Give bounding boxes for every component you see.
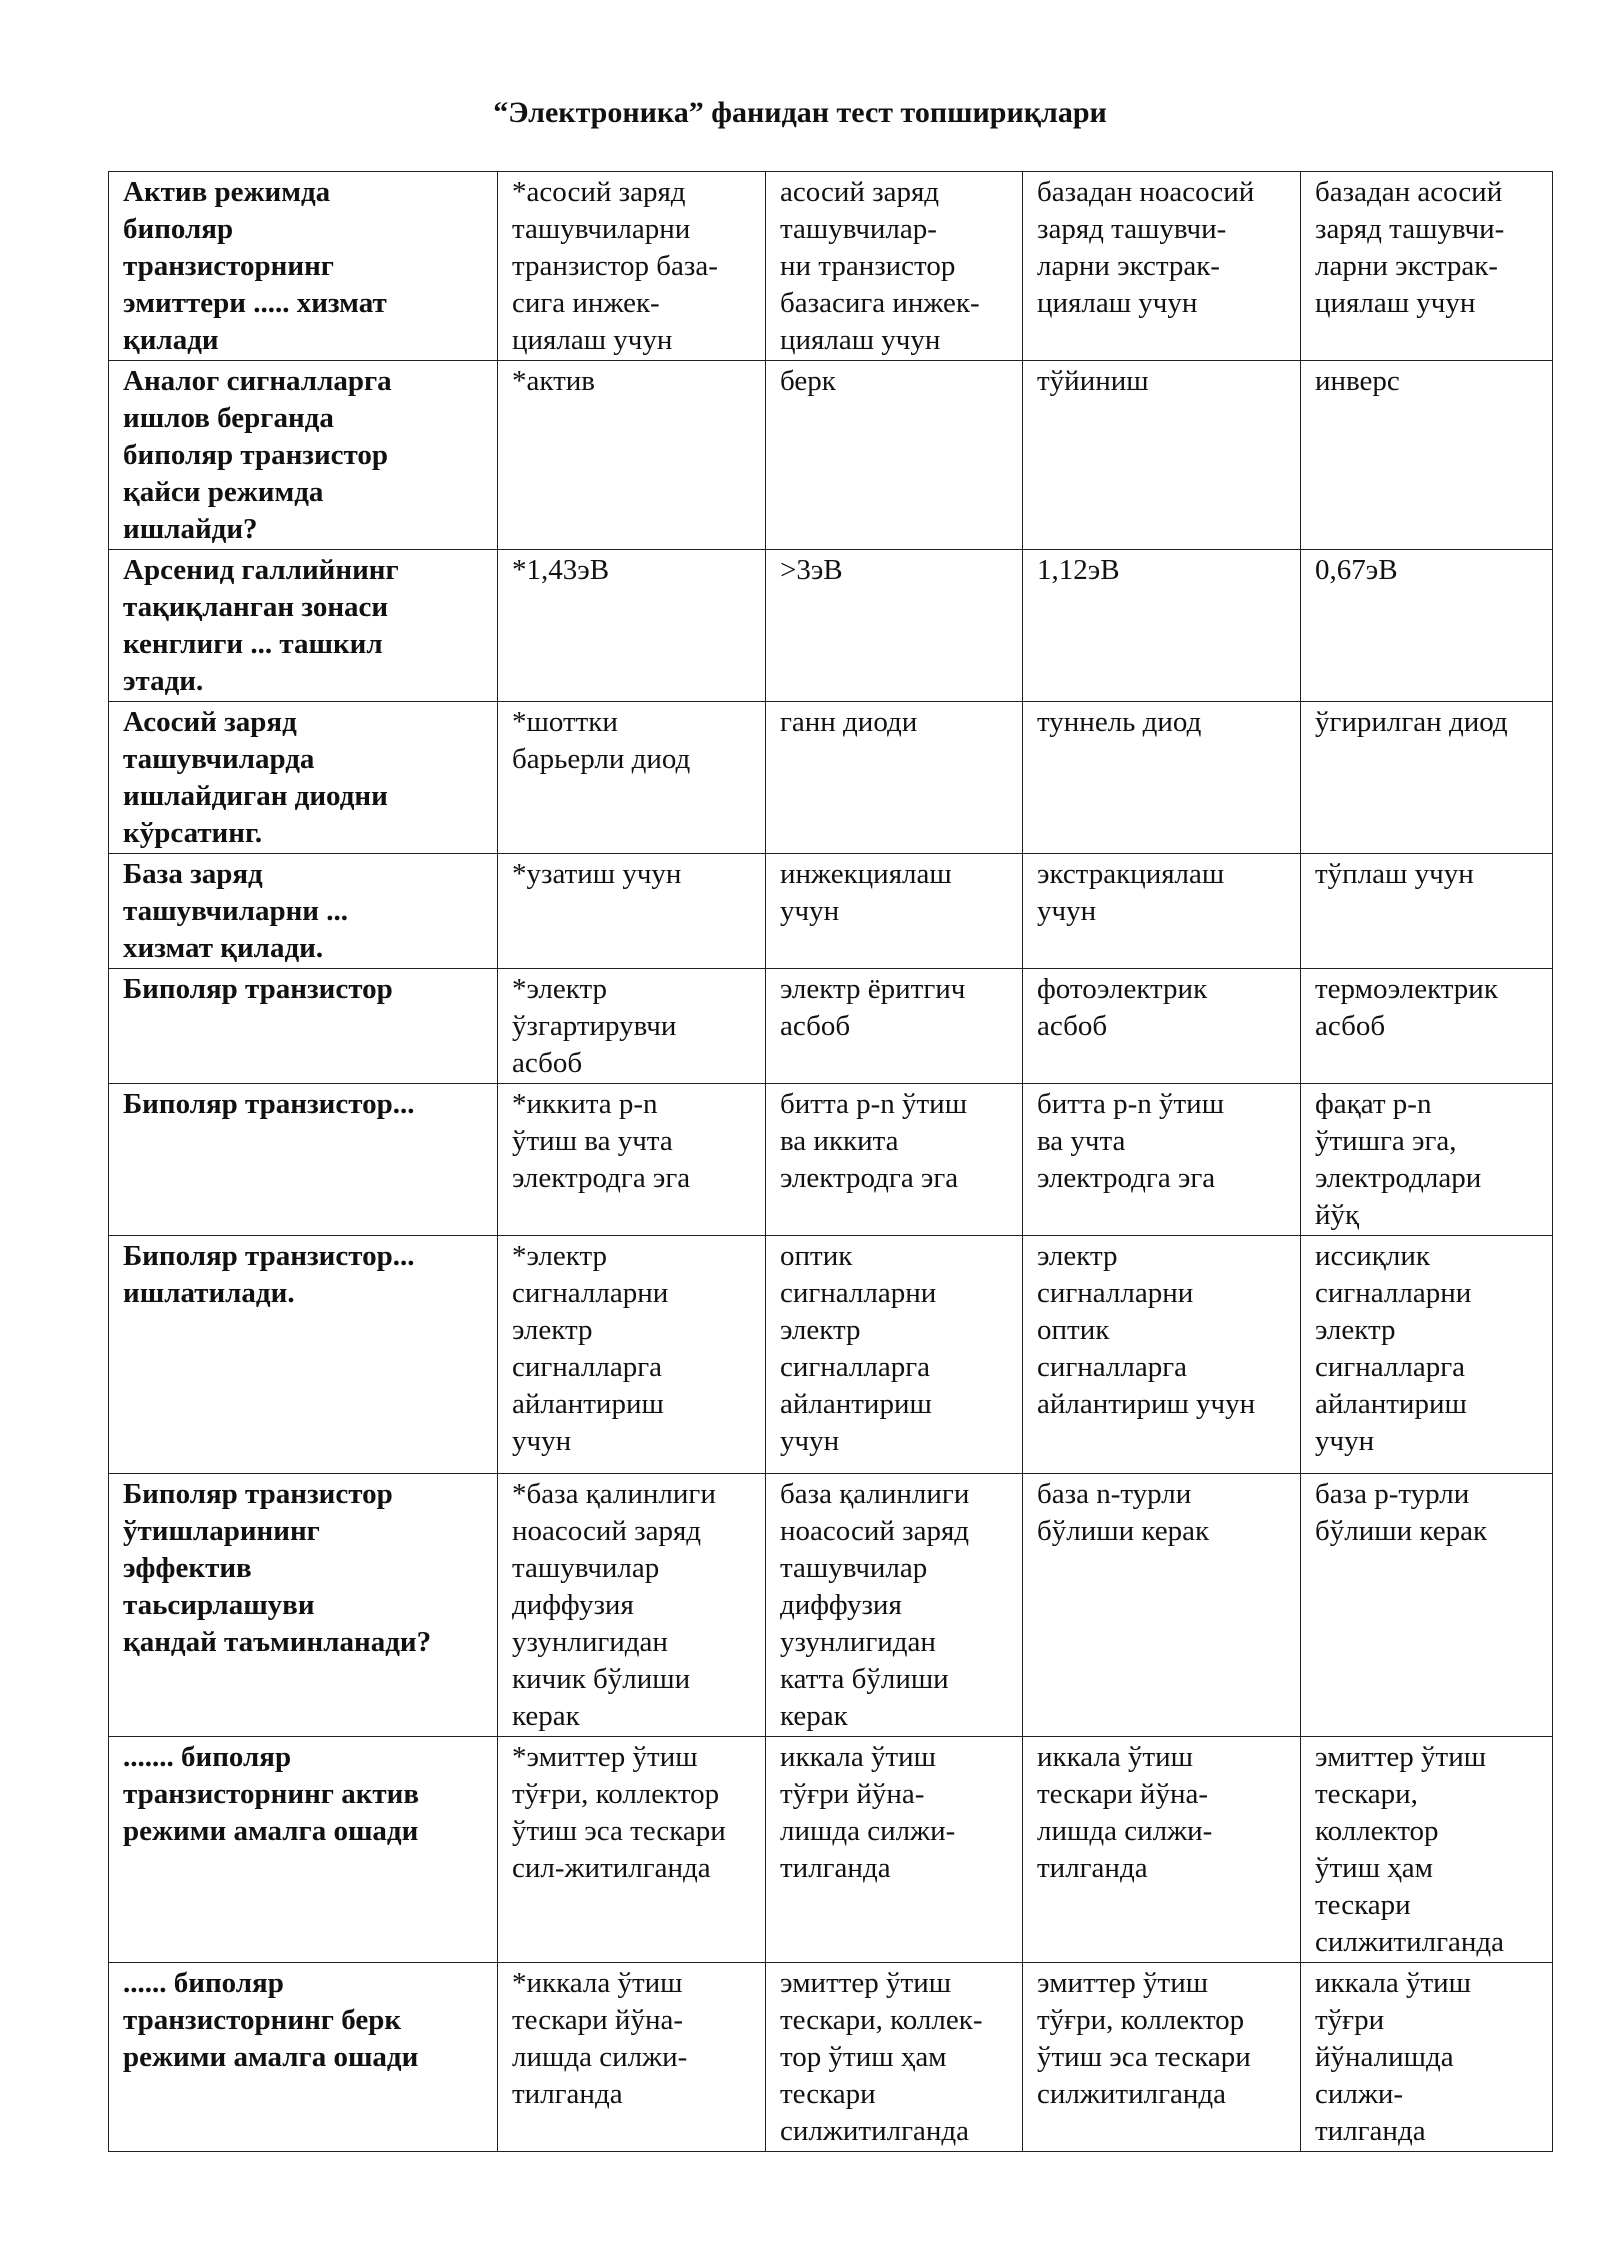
answer-cell-correct: *шоттки барьерли диод (498, 702, 766, 854)
answer-cell: битта p-n ўтиш ва учта электродга эга (1023, 1084, 1301, 1236)
table-row (109, 550, 1553, 702)
table-row (109, 1737, 1553, 1963)
question-cell: Биполяр транзистор... (109, 1084, 498, 1236)
table-row (109, 1084, 1553, 1236)
page-title: “Электроника” фанидан тест топшириқлари (493, 96, 1107, 129)
answer-cell: фотоэлектрик асбоб (1023, 969, 1301, 1084)
answer-cell: база p-турли бўлиши керак (1301, 1474, 1553, 1737)
answer-cell: тўйиниш (1023, 361, 1301, 550)
answer-cell: электр сигналларни оптик сигналларга айлантириш учун (1023, 1236, 1301, 1474)
answer-cell: иккала ўтиш тўғри йўна- лишда силжи- тилганда (766, 1737, 1023, 1963)
answer-cell-correct: *иккала ўтиш тескари йўна- лишда силжи- тилганда (498, 1963, 766, 2152)
answer-cell: оптик сигналларни электр сигналларга айлантириш учун (766, 1236, 1023, 1474)
answer-cell: эмиттер ўтиш тескари, коллек- тор ўтиш ҳам тескари силжитилганда (766, 1963, 1023, 2152)
answer-cell-correct: *узатиш учун (498, 854, 766, 969)
answer-cell-correct: *электр сигналларни электр сигналларга айлантириш учун (498, 1236, 766, 1474)
answer-cell: ганн диоди (766, 702, 1023, 854)
answer-cell: эмиттер ўтиш тескари, коллектор ўтиш ҳам тескари силжитилганда (1301, 1737, 1553, 1963)
answer-cell: асосий заряд ташувчилар- ни транзистор базасига инжек- циялаш учун (766, 172, 1023, 361)
answer-cell-correct: *асосий заряд ташувчиларни транзистор база- сига инжек- циялаш учун (498, 172, 766, 361)
answer-cell: фақат p-n ўтишга эга, электродлари йўқ (1301, 1084, 1553, 1236)
answer-cell: экстракциялаш учун (1023, 854, 1301, 969)
answer-cell: базадан асосий заряд ташувчи- ларни экстрак- циялаш учун (1301, 172, 1553, 361)
answer-cell-correct: *электр ўзгартирувчи асбоб (498, 969, 766, 1084)
answer-cell: иккала ўтиш тескари йўна- лишда силжи- тилганда (1023, 1737, 1301, 1963)
answer-cell: тўплаш учун (1301, 854, 1553, 969)
question-cell: Биполяр транзистор... ишлатилади. (109, 1236, 498, 1474)
answer-cell: эмиттер ўтиш тўғри, коллектор ўтиш эса тескари силжитилганда (1023, 1963, 1301, 2152)
answer-cell-correct: *база қалинлиги ноасосий заряд ташувчилар диффузия узунлигидан кичик бўлиши керак (498, 1474, 766, 1737)
answer-cell: инверс (1301, 361, 1553, 550)
question-cell: Актив режимда биполяр транзисторнинг эмиттери ..... хизмат қилади (109, 172, 498, 361)
table-row (109, 969, 1553, 1084)
answer-cell: иккала ўтиш тўғри йўналишда силжи- тилганда (1301, 1963, 1553, 2152)
question-cell: Асосий заряд ташувчиларда ишлайдиган диодни кўрсатинг. (109, 702, 498, 854)
answer-cell: электр ёритгич асбоб (766, 969, 1023, 1084)
answer-cell: 1,12эВ (1023, 550, 1301, 702)
table-row (109, 361, 1553, 550)
answer-cell: >3эВ (766, 550, 1023, 702)
question-cell: Биполяр транзистор (109, 969, 498, 1084)
answer-cell-correct: *иккита p-n ўтиш ва учта электродга эга (498, 1084, 766, 1236)
table-row (109, 1963, 1553, 2152)
answer-cell-correct: *1,43эВ (498, 550, 766, 702)
answer-cell: база қалинлиги ноасосий заряд ташувчилар диффузия узунлигидан катта бўлиши керак (766, 1474, 1023, 1737)
quiz-table (108, 171, 1553, 2152)
answer-cell: инжекциялаш учун (766, 854, 1023, 969)
table-row (109, 172, 1553, 361)
question-cell: ...... биполяр транзисторнинг берк режими амалга ошади (109, 1963, 498, 2152)
answer-cell: ўгирилган диод (1301, 702, 1553, 854)
table-row (109, 1474, 1553, 1737)
answer-cell: термоэлектрик асбоб (1301, 969, 1553, 1084)
question-cell: ....... биполяр транзисторнинг актив режими амалга ошади (109, 1737, 498, 1963)
answer-cell: берк (766, 361, 1023, 550)
answer-cell: иссиқлик сигналларни электр сигналларга айлантириш учун (1301, 1236, 1553, 1474)
answer-cell: базадан ноасосий заряд ташувчи- ларни экстрак- циялаш учун (1023, 172, 1301, 361)
answer-cell: 0,67эВ (1301, 550, 1553, 702)
answer-cell: туннель диод (1023, 702, 1301, 854)
table-row (109, 1236, 1553, 1474)
table-row (109, 854, 1553, 969)
question-cell: Аналог сигналларга ишлов берганда биполяр транзистор қайси режимда ишлайди? (109, 361, 498, 550)
question-cell: База заряд ташувчиларни ... хизмат қилади. (109, 854, 498, 969)
table-row (109, 702, 1553, 854)
answer-cell-correct: *эмиттер ўтиш тўғри, коллектор ўтиш эса тескари сил-житилганда (498, 1737, 766, 1963)
answer-cell-correct: *актив (498, 361, 766, 550)
question-cell: Арсенид галлийнинг тақиқланган зонаси кенглиги ... ташкил этади. (109, 550, 498, 702)
question-cell: Биполяр транзистор ўтишларининг эффектив таьсирлашуви қандай таъминланади? (109, 1474, 498, 1737)
answer-cell: база n-турли бўлиши керак (1023, 1474, 1301, 1737)
answer-cell: битта p-n ўтиш ва иккита электродга эга (766, 1084, 1023, 1236)
